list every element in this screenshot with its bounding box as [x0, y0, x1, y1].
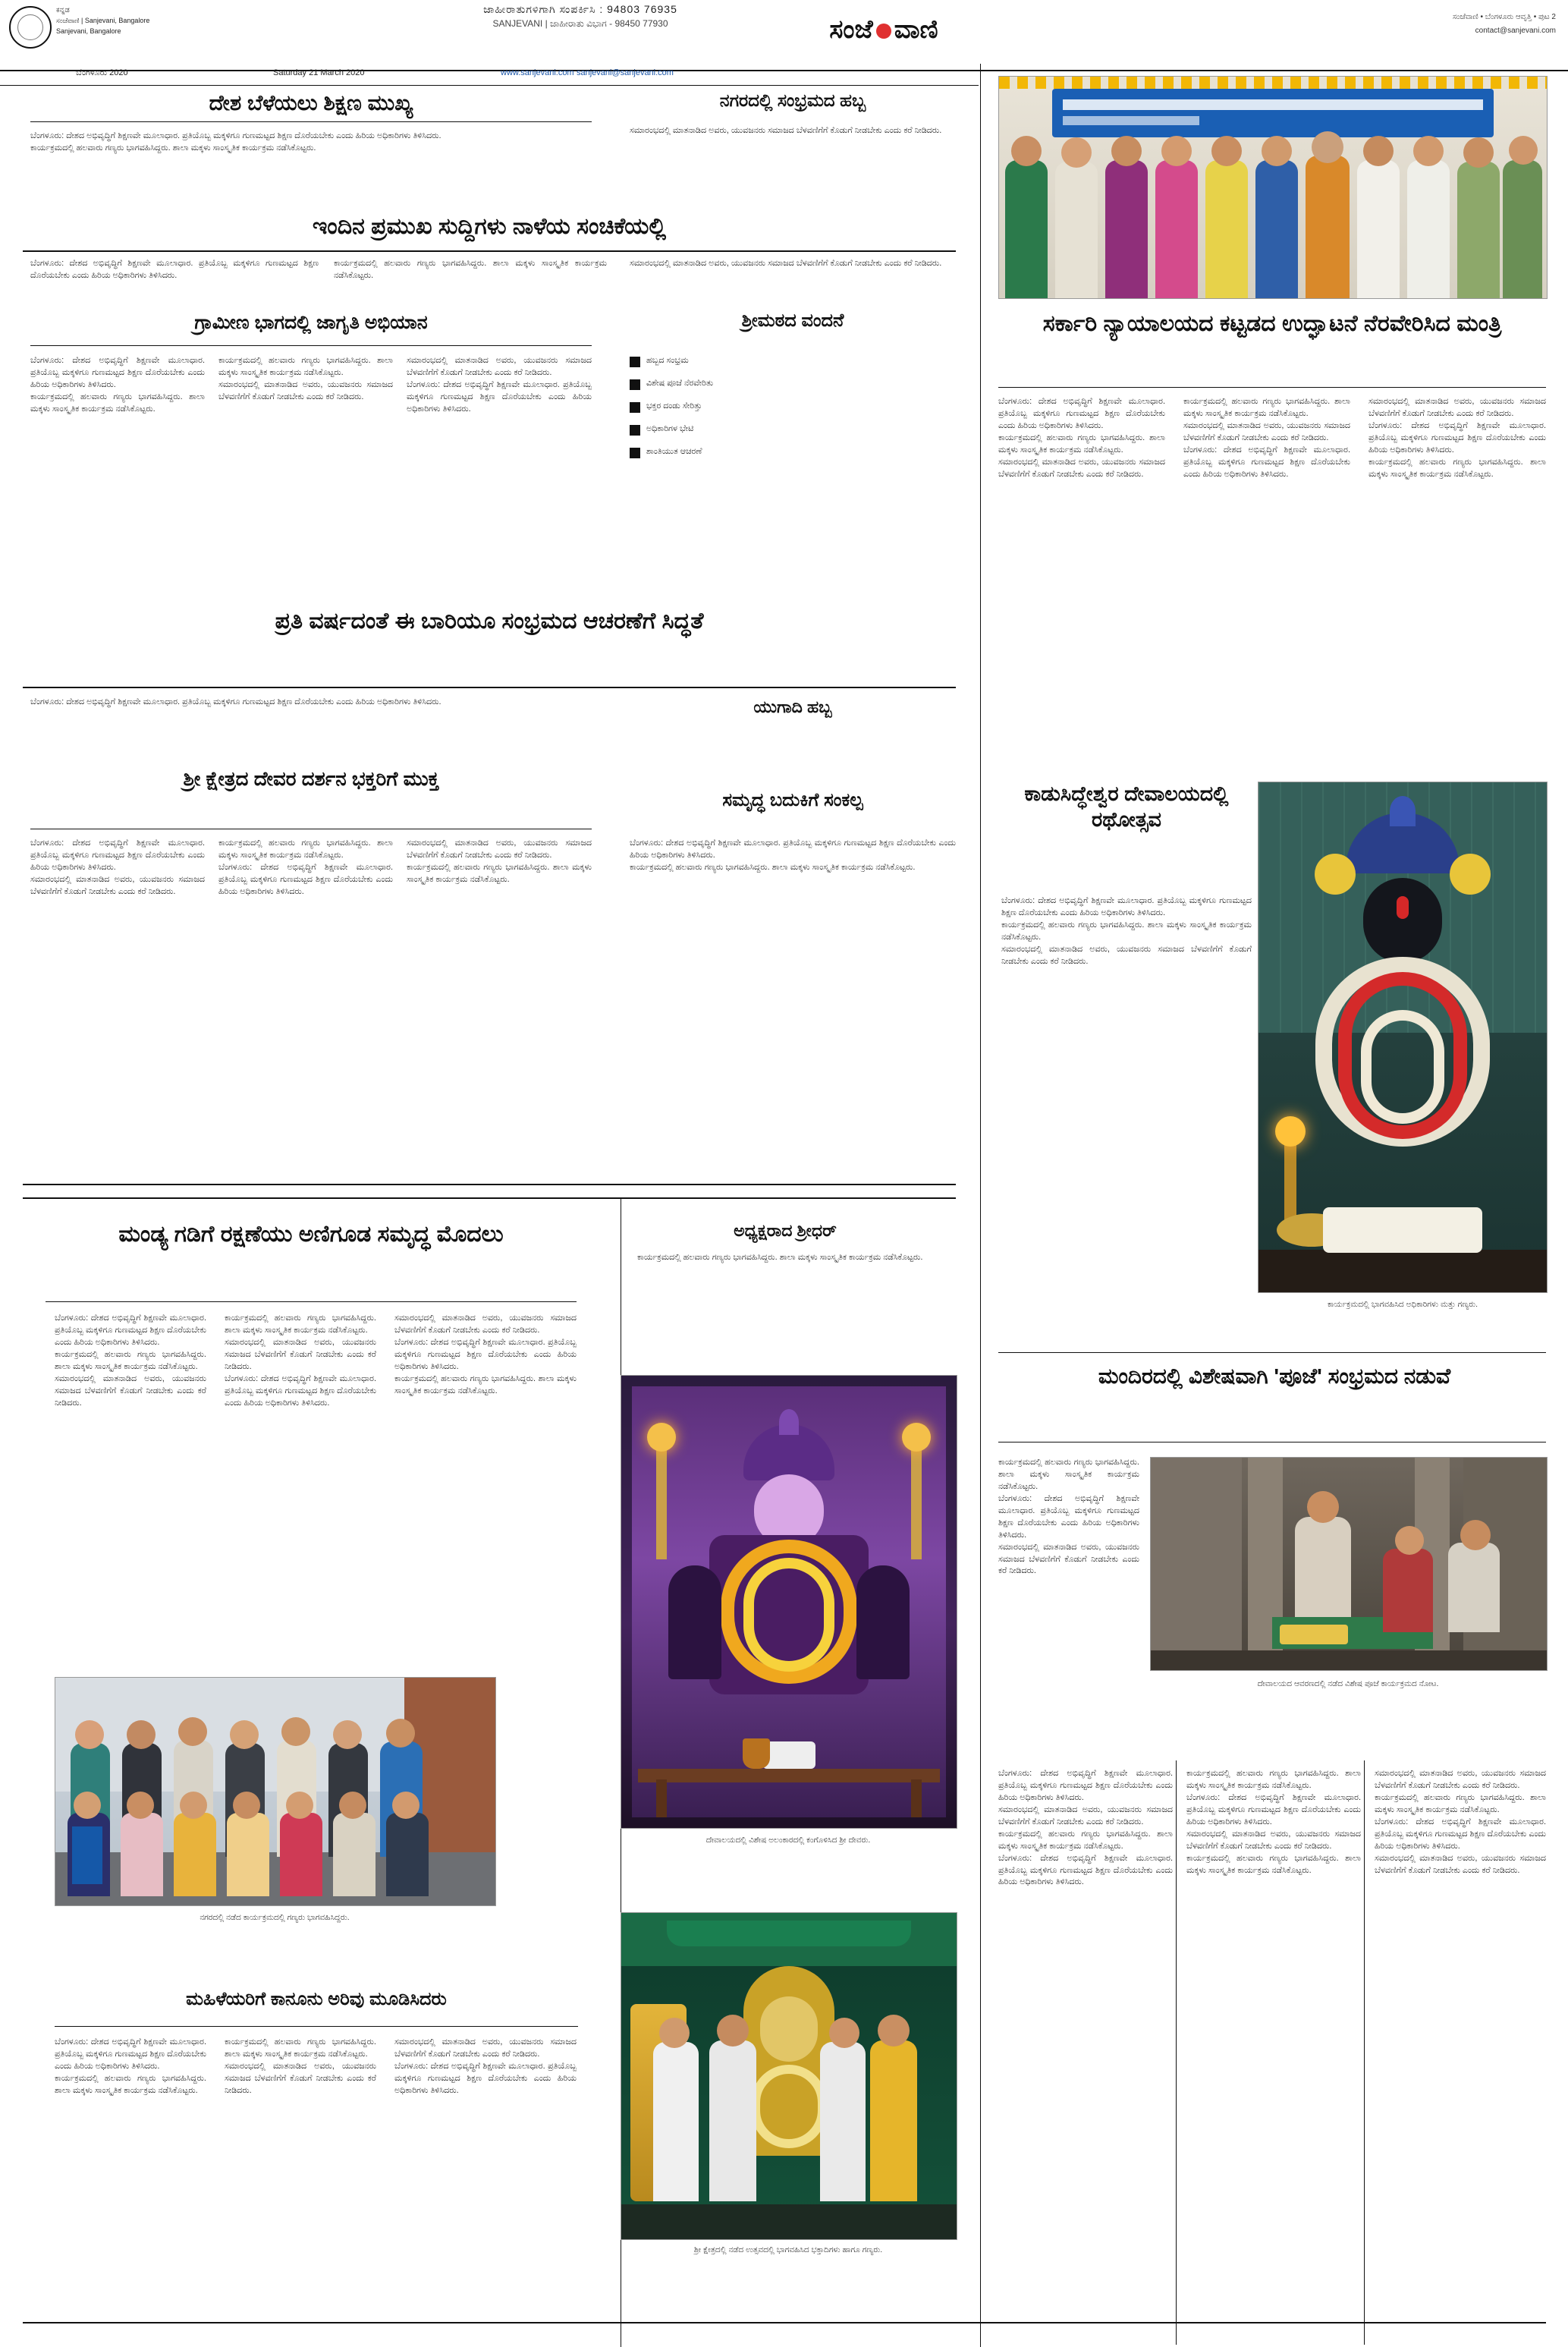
article-col-5: ಕಾರ್ಯಕ್ರಮದಲ್ಲಿ ಹಲವಾರು ಗಣ್ಯರು ಭಾಗವಹಿಸಿದ್ದರು. ಶಾಲಾ ಮಕ್ಕಳು ಸಾಂಸ್ಕೃತಿಕ ಕಾರ್ಯಕ್ರಮ ನಡೆಸಿಕೊಟ್ಟರು. ಬೆಂಗಳೂರು: ದೇಶದ ಅಭಿವೃದ್ಧಿಗೆ ಶಿಕ್ಷಣವೇ ಮೂಲಾಧಾರ. ಪ್ರತಿಯೊಬ್ಬ ಮಕ್ಕಳಿಗೂ ಗುಣಮಟ್ಟದ ಶಿಕ್ಷಣ ದೊರೆಯಬೇಕು ಎಂದು ಹಿರಿಯ ಅಧಿಕಾರಿಗಳು ತಿಳಿಸಿದರು. [218, 838, 393, 896]
masthead [0, 0, 1568, 71]
masthead-edition: ಸಂಜೆವಾಣಿ | Sanjevani, Bangalore [56, 17, 150, 24]
paper-logo-icon [9, 6, 52, 49]
rule-8 [46, 1301, 577, 1302]
headline-14: ಮಹಿಳೆಯರಿಗೆ ಕಾನೂನು ಅರಿವು ಮೂಡಿಸಿದರು [186, 1989, 447, 2009]
masthead-right-line-1: ಸಂಜೆವಾಣಿ • ಬೆಂಗಳೂರು ಆವೃತ್ತಿ • ಪುಟ 2 [1452, 13, 1556, 21]
photo-caption-5: ಶ್ರೀ ಕ್ಷೇತ್ರದಲ್ಲಿ ನಡೆದ ಉತ್ಸವದಲ್ಲಿ ಭಾಗವಹಿಸಿದ ಭಕ್ತಾದಿಗಳು ಹಾಗೂ ಗಣ್ಯರು. [693, 2245, 883, 2254]
rule-10 [998, 387, 1546, 388]
photo-caption-1: ನಗರದಲ್ಲಿ ನಡೆದ ಕಾರ್ಯಕ್ರಮದಲ್ಲಿ ಗಣ್ಯರು ಭಾಗವಹಿಸಿದ್ದರು. [200, 1913, 350, 1922]
square-bullet-icon [630, 402, 640, 413]
headline-17: ಕಾಡುಸಿದ್ಧೇಶ್ವರ ದೇವಾಲಯದಲ್ಲಿ ರಥೋತ್ಸವ [1024, 782, 1229, 831]
masthead-contact: ಜಾಹೀರಾತುಗಳಿಗಾಗಿ ಸಂಪರ್ಕಿಸಿ : 94803 76935 [483, 3, 677, 15]
right-col-2: ಕಾರ್ಯಕ್ರಮದಲ್ಲಿ ಹಲವಾರು ಗಣ್ಯರು ಭಾಗವಹಿಸಿದ್ದರು. ಶಾಲಾ ಮಕ್ಕಳು ಸಾಂಸ್ಕೃತಿಕ ಕಾರ್ಯಕ್ರಮ ನಡೆಸಿಕೊಟ್ಟರು. ಸಮಾರಂಭದಲ್ಲಿ ಮಾತನಾಡಿದ ಅವರು, ಯುವಜನರು ಸಮಾಜದ ಬೆಳವಣಿಗೆಗೆ ಕೊಡುಗೆ ನೀಡಬೇಕು ಎಂದು ಕರೆ ನೀಡಿದರು. ಬೆಂಗಳೂರು: ದೇಶದ ಅಭಿವೃದ್ಧಿಗೆ ಶಿಕ್ಷಣವೇ ಮೂಲಾಧಾರ. ಪ್ರತಿಯೊಬ್ಬ ಮಕ್ಕಳಿಗೂ ಗುಣಮಟ್ಟದ ಶಿಕ್ಷಣ ದೊರೆಯಬೇಕು ಎಂದು ಹಿರಿಯ ಅಧಿಕಾರಿಗಳು ತಿಳಿಸಿದರು. [1183, 397, 1350, 479]
masthead-contact-2: SANJEVANI | ಜಾಹೀರಾತು ವಿಭಾಗ - 98450 77930 [492, 18, 668, 29]
headline-7: ಪ್ರತಿ ವರ್ಷದಂತೆ ಈ ಬಾರಿಯೂ ಸಂಭ್ರಮದ ಆಚರಣೆಗೆ ಸಿದ್ಧತೆ [275, 609, 704, 634]
article-body-5: ಸಮಾರಂಭದಲ್ಲಿ ಮಾತನಾಡಿದ ಅವರು, ಯುವಜನರು ಸಮಾಜದ ಬೆಳವಣಿಗೆಗೆ ಕೊಡುಗೆ ನೀಡಬೇಕು ಎಂದು ಕರೆ ನೀಡಿದರು. [630, 259, 942, 268]
article-col-11: ಕಾರ್ಯಕ್ರಮದಲ್ಲಿ ಹಲವಾರು ಗಣ್ಯರು ಭಾಗವಹಿಸಿದ್ದರು. ಶಾಲಾ ಮಕ್ಕಳು ಸಾಂಸ್ಕೃತಿಕ ಕಾರ್ಯಕ್ರಮ ನಡೆಸಿಕೊಟ್ಟರು. [637, 1253, 923, 1262]
photo-idol-center [621, 1375, 957, 1829]
headline-6: ಶ್ರೀಮಠದ ವಂದನೆ [741, 310, 844, 331]
right-col-8: ಸಮಾರಂಭದಲ್ಲಿ ಮಾತನಾಡಿದ ಅವರು, ಯುವಜನರು ಸಮಾಜದ ಬೆಳವಣಿಗೆಗೆ ಕೊಡುಗೆ ನೀಡಬೇಕು ಎಂದು ಕರೆ ನೀಡಿದರು. ಕಾರ್ಯಕ್ರಮದಲ್ಲಿ ಹಲವಾರು ಗಣ್ಯರು ಭಾಗವಹಿಸಿದ್ದರು. ಶಾಲಾ ಮಕ್ಕಳು ಸಾಂಸ್ಕೃತಿಕ ಕಾರ್ಯಕ್ರಮ ನಡೆಸಿಕೊಟ್ಟರು. ಬೆಂಗಳೂರು: ದೇಶದ ಅಭಿವೃದ್ಧಿಗೆ ಶಿಕ್ಷಣವೇ ಮೂಲಾಧಾರ. ಪ್ರತಿಯೊಬ್ಬ ಮಕ್ಕಳಿಗೂ ಗುಣಮಟ್ಟದ ಶಿಕ್ಷಣ ದೊರೆಯಬೇಕು ಎಂದು ಹಿರಿಯ ಅಧಿಕಾರಿಗಳು ತಿಳಿಸಿದರು. ಸಮಾರಂಭದಲ್ಲಿ ಮಾತನಾಡಿದ ಅವರು, ಯುವಜನರು ಸಮಾಜದ ಬೆಳವಣಿಗೆಗೆ ಕೊಡುಗೆ ನೀಡಬೇಕು ಎಂದು ಕರೆ ನೀಡಿದರು. [1375, 1769, 1546, 1875]
rule-9 [55, 2026, 578, 2027]
article-body-3: ಬೆಂಗಳೂರು: ದೇಶದ ಅಭಿವೃದ್ಧಿಗೆ ಶಿಕ್ಷಣವೇ ಮೂಲಾಧಾರ. ಪ್ರತಿಯೊಬ್ಬ ಮಕ್ಕಳಿಗೂ ಗುಣಮಟ್ಟದ ಶಿಕ್ಷಣ ದೊರೆಯಬೇಕು ಎಂದು ಹಿರಿಯ ಅಧಿಕಾರಿಗಳು ತಿಳಿಸಿದರು. [30, 259, 319, 280]
rule-7 [23, 1197, 956, 1199]
masthead-link-1[interactable]: ಕನ್ನಡ [56, 6, 70, 14]
square-bullet-icon [630, 425, 640, 436]
bullet-item: ಶಾಂತಿಯುತ ಆಚರಣೆ [630, 446, 956, 458]
article-col-4: ಬೆಂಗಳೂರು: ದೇಶದ ಅಭಿವೃದ್ಧಿಗೆ ಶಿಕ್ಷಣವೇ ಮೂಲಾಧಾರ. ಪ್ರತಿಯೊಬ್ಬ ಮಕ್ಕಳಿಗೂ ಗುಣಮಟ್ಟದ ಶಿಕ್ಷಣ ದೊರೆಯಬೇಕು ಎಂದು ಹಿರಿಯ ಅಧಿಕಾರಿಗಳು ತಿಳಿಸಿದರು. ಸಮಾರಂಭದಲ್ಲಿ ಮಾತನಾಡಿದ ಅವರು, ಯುವಜನರು ಸಮಾಜದ ಬೆಳವಣಿಗೆಗೆ ಕೊಡುಗೆ ನೀಡಬೇಕು ಎಂದು ಕರೆ ನೀಡಿದರು. [30, 838, 205, 896]
website-link[interactable]: www.sanjevani.com [501, 68, 574, 77]
date-strip [0, 64, 979, 86]
logo-dot-icon [876, 24, 891, 39]
date-center: Saturday 21 March 2020 [273, 68, 365, 77]
rule-11 [998, 1352, 1546, 1353]
rule-bottom [23, 2322, 1546, 2323]
square-bullet-icon [630, 379, 640, 390]
photo-group-idol [621, 1912, 957, 2240]
right-col-5: ಕಾರ್ಯಕ್ರಮದಲ್ಲಿ ಹಲವಾರು ಗಣ್ಯರು ಭಾಗವಹಿಸಿದ್ದರು. ಶಾಲಾ ಮಕ್ಕಳು ಸಾಂಸ್ಕೃತಿಕ ಕಾರ್ಯಕ್ರಮ ನಡೆಸಿಕೊಟ್ಟರು. ಬೆಂಗಳೂರು: ದೇಶದ ಅಭಿವೃದ್ಧಿಗೆ ಶಿಕ್ಷಣವೇ ಮೂಲಾಧಾರ. ಪ್ರತಿಯೊಬ್ಬ ಮಕ್ಕಳಿಗೂ ಗುಣಮಟ್ಟದ ಶಿಕ್ಷಣ ದೊರೆಯಬೇಕು ಎಂದು ಹಿರಿಯ ಅಧಿಕಾರಿಗಳು ತಿಳಿಸಿದರು. ಸಮಾರಂಭದಲ್ಲಿ ಮಾತನಾಡಿದ ಅವರು, ಯುವಜನರು ಸಮಾಜದ ಬೆಳವಣಿಗೆಗೆ ಕೊಡುಗೆ ನೀಡಬೇಕು ಎಂದು ಕರೆ ನೀಡಿದರು. [998, 1458, 1139, 1576]
title-part-1: ಸಂಜೆ [829, 15, 873, 44]
headline-18: ಮಂದಿರದಲ್ಲಿ ವಿಶೇಷವಾಗಿ 'ಪೂಜೆ' ಸಂಭ್ರಮದ ನಡುವೆ [1098, 1364, 1451, 1388]
article-body-6: ಬೆಂಗಳೂರು: ದೇಶದ ಅಭಿವೃದ್ಧಿಗೆ ಶಿಕ್ಷಣವೇ ಮೂಲಾಧಾರ. ಪ್ರತಿಯೊಬ್ಬ ಮಕ್ಕಳಿಗೂ ಗುಣಮಟ್ಟದ ಶಿಕ್ಷಣ ದೊರೆಯಬೇಕು ಎಂದು ಹಿರಿಯ ಅಧಿಕಾರಿಗಳು ತಿಳಿಸಿದರು. [30, 697, 441, 706]
article-col-14: ಸಮಾರಂಭದಲ್ಲಿ ಮಾತನಾಡಿದ ಅವರು, ಯುವಜನರು ಸಮಾಜದ ಬೆಳವಣಿಗೆಗೆ ಕೊಡುಗೆ ನೀಡಬೇಕು ಎಂದು ಕರೆ ನೀಡಿದರು. ಬೆಂಗಳೂರು: ದೇಶದ ಅಭಿವೃದ್ಧಿಗೆ ಶಿಕ್ಷಣವೇ ಮೂಲಾಧಾರ. ಪ್ರತಿಯೊಬ್ಬ ಮಕ್ಕಳಿಗೂ ಗುಣಮಟ್ಟದ ಶಿಕ್ಷಣ ದೊರೆಯಬೇಕು ಎಂದು ಹಿರಿಯ ಅಧಿಕಾರಿಗಳು ತಿಳಿಸಿದರು. [394, 2037, 577, 2095]
article-col-8: ಬೆಂಗಳೂರು: ದೇಶದ ಅಭಿವೃದ್ಧಿಗೆ ಶಿಕ್ಷಣವೇ ಮೂಲಾಧಾರ. ಪ್ರತಿಯೊಬ್ಬ ಮಕ್ಕಳಿಗೂ ಗುಣಮಟ್ಟದ ಶಿಕ್ಷಣ ದೊರೆಯಬೇಕು ಎಂದು ಹಿರಿಯ ಅಧಿಕಾರಿಗಳು ತಿಳಿಸಿದರು. ಕಾರ್ಯಕ್ರಮದಲ್ಲಿ ಹಲವಾರು ಗಣ್ಯರು ಭಾಗವಹಿಸಿದ್ದರು. ಶಾಲಾ ಮಕ್ಕಳು ಸಾಂಸ್ಕೃತಿಕ ಕಾರ್ಯಕ್ರಮ ನಡೆಸಿಕೊಟ್ಟರು. ಸಮಾರಂಭದಲ್ಲಿ ಮಾತನಾಡಿದ ಅವರು, ಯುವಜನರು ಸಮಾಜದ ಬೆಳವಣಿಗೆಗೆ ಕೊಡುಗೆ ನೀಡಬೇಕು ಎಂದು ಕರೆ ನೀಡಿದರು. [55, 1314, 206, 1408]
article-body-1: ಬೆಂಗಳೂರು: ದೇಶದ ಅಭಿವೃದ್ಧಿಗೆ ಶಿಕ್ಷಣವೇ ಮೂಲಾಧಾರ. ಪ್ರತಿಯೊಬ್ಬ ಮಕ್ಕಳಿಗೂ ಗುಣಮಟ್ಟದ ಶಿಕ್ಷಣ ದೊರೆಯಬೇಕು ಎಂದು ಹಿರಿಯ ಅಧಿಕಾರಿಗಳು ತಿಳಿಸಿದರು. ಕಾರ್ಯಕ್ರಮದಲ್ಲಿ ಹಲವಾರು ಗಣ್ಯರು ಭಾಗವಹಿಸಿದ್ದರು. ಶಾಲಾ ಮಕ್ಕಳು ಸಾಂಸ್ಕೃತಿಕ ಕಾರ್ಯಕ್ರಮ ನಡೆಸಿಕೊಟ್ಟರು. [30, 131, 441, 153]
masthead-left-links [56, 5, 149, 36]
headline-16: ಸರ್ಕಾರಿ ನ್ಯಾಯಾಲಯದ ಕಟ್ಟಡದ ಉದ್ಘಾಟನೆ ನೆರವೇರಿಸಿದ ಮಂತ್ರಿ [1042, 311, 1502, 336]
title-part-2: ವಾಣಿ [894, 15, 938, 44]
right-col-1: ಬೆಂಗಳೂರು: ದೇಶದ ಅಭಿವೃದ್ಧಿಗೆ ಶಿಕ್ಷಣವೇ ಮೂಲಾಧಾರ. ಪ್ರತಿಯೊಬ್ಬ ಮಕ್ಕಳಿಗೂ ಗುಣಮಟ್ಟದ ಶಿಕ್ಷಣ ದೊರೆಯಬೇಕು ಎಂದು ಹಿರಿಯ ಅಧಿಕಾರಿಗಳು ತಿಳಿಸಿದರು. ಕಾರ್ಯಕ್ರಮದಲ್ಲಿ ಹಲವಾರು ಗಣ್ಯರು ಭಾಗವಹಿಸಿದ್ದರು. ಶಾಲಾ ಮಕ್ಕಳು ಸಾಂಸ್ಕೃತಿಕ ಕಾರ್ಯಕ್ರಮ ನಡೆಸಿಕೊಟ್ಟರು. ಸಮಾರಂಭದಲ್ಲಿ ಮಾತನಾಡಿದ ಅವರು, ಯುವಜನರು ಸಮಾಜದ ಬೆಳವಣಿಗೆಗೆ ಕೊಡುಗೆ ನೀಡಬೇಕು ಎಂದು ಕರೆ ನೀಡಿದರು. [998, 397, 1165, 479]
article-col-13: ಕಾರ್ಯಕ್ರಮದಲ್ಲಿ ಹಲವಾರು ಗಣ್ಯರು ಭಾಗವಹಿಸಿದ್ದರು. ಶಾಲಾ ಮಕ್ಕಳು ಸಾಂಸ್ಕೃತಿಕ ಕಾರ್ಯಕ್ರಮ ನಡೆಸಿಕೊಟ್ಟರು. ಸಮಾರಂಭದಲ್ಲಿ ಮಾತನಾಡಿದ ಅವರು, ಯುವಜನರು ಸಮಾಜದ ಬೆಳವಣಿಗೆಗೆ ಕೊಡುಗೆ ನೀಡಬೇಕು ಎಂದು ಕರೆ ನೀಡಿದರು. [225, 2037, 376, 2095]
headline-1: ದೇಶ ಬೆಳೆಯಲು ಶಿಕ್ಷಣ ಮುಖ್ಯ [209, 91, 413, 115]
headline-12: ಸಮೃದ್ಧ ಬದುಕಿಗೆ ಸಂಕಲ್ಪ [722, 790, 863, 810]
bullet-item: ಹಬ್ಬದ ಸಂಭ್ರಮ [630, 355, 956, 367]
bullet-item: ಅಧಿಕಾರಿಗಳ ಭೇಟಿ [630, 423, 956, 436]
article-col-1: ಬೆಂಗಳೂರು: ದೇಶದ ಅಭಿವೃದ್ಧಿಗೆ ಶಿಕ್ಷಣವೇ ಮೂಲಾಧಾರ. ಪ್ರತಿಯೊಬ್ಬ ಮಕ್ಕಳಿಗೂ ಗುಣಮಟ್ಟದ ಶಿಕ್ಷಣ ದೊರೆಯಬೇಕು ಎಂದು ಹಿರಿಯ ಅಧಿಕಾರಿಗಳು ತಿಳಿಸಿದರು. ಕಾರ್ಯಕ್ರಮದಲ್ಲಿ ಹಲವಾರು ಗಣ್ಯರು ಭಾಗವಹಿಸಿದ್ದರು. ಶಾಲಾ ಮಕ್ಕಳು ಸಾಂಸ್ಕೃತಿಕ ಕಾರ್ಯಕ್ರಮ ನಡೆಸಿಕೊಟ್ಟರು. [30, 356, 205, 414]
headline-2: ನಗರದಲ್ಲಿ ಸಂಭ್ರಮದ ಹಬ್ಬ [719, 90, 866, 110]
bullet-list [630, 355, 956, 458]
photo-group-left [55, 1677, 496, 1906]
rule-1 [30, 121, 592, 122]
headline-10: ಶ್ರೀ ಕ್ಷೇತ್ರದ ದೇವರ ದರ್ಶನ ಭಕ್ತರಿಗೆ ಮುಕ್ತ [183, 767, 439, 790]
masthead-right [1453, 11, 1556, 38]
date-left: ಬೆಂಗಳೂರು 2020 [76, 68, 128, 77]
photo-stage-group [998, 76, 1548, 299]
rule-4 [23, 687, 956, 688]
right-col-3: ಸಮಾರಂಭದಲ್ಲಿ ಮಾತನಾಡಿದ ಅವರು, ಯುವಜನರು ಸಮಾಜದ ಬೆಳವಣಿಗೆಗೆ ಕೊಡುಗೆ ನೀಡಬೇಕು ಎಂದು ಕರೆ ನೀಡಿದರು. ಬೆಂಗಳೂರು: ದೇಶದ ಅಭಿವೃದ್ಧಿಗೆ ಶಿಕ್ಷಣವೇ ಮೂಲಾಧಾರ. ಪ್ರತಿಯೊಬ್ಬ ಮಕ್ಕಳಿಗೂ ಗುಣಮಟ್ಟದ ಶಿಕ್ಷಣ ದೊರೆಯಬೇಕು ಎಂದು ಹಿರಿಯ ಅಧಿಕಾರಿಗಳು ತಿಳಿಸಿದರು. ಕಾರ್ಯಕ್ರಮದಲ್ಲಿ ಹಲವಾರು ಗಣ್ಯರು ಭಾಗವಹಿಸಿದ್ದರು. ಶಾಲಾ ಮಕ್ಕಳು ಸಾಂಸ್ಕೃತಿಕ ಕಾರ್ಯಕ್ರಮ ನಡೆಸಿಕೊಟ್ಟರು. [1368, 397, 1546, 479]
rule-2 [23, 250, 956, 252]
square-bullet-icon [630, 448, 640, 458]
column-divider-main [980, 64, 981, 2347]
page-title [774, 15, 994, 45]
article-body-2: ಸಮಾರಂಭದಲ್ಲಿ ಮಾತನಾಡಿದ ಅವರು, ಯುವಜನರು ಸಮಾಜದ ಬೆಳವಣಿಗೆಗೆ ಕೊಡುಗೆ ನೀಡಬೇಕು ಎಂದು ಕರೆ ನೀಡಿದರು. [630, 126, 942, 135]
masthead-edition-2: Sanjevani, Bangalore [56, 27, 121, 35]
column-divider-right-1 [1176, 1760, 1177, 2345]
article-col-2: ಕಾರ್ಯಕ್ರಮದಲ್ಲಿ ಹಲವಾರು ಗಣ್ಯರು ಭಾಗವಹಿಸಿದ್ದರು. ಶಾಲಾ ಮಕ್ಕಳು ಸಾಂಸ್ಕೃತಿಕ ಕಾರ್ಯಕ್ರಮ ನಡೆಸಿಕೊಟ್ಟರು. ಸಮಾರಂಭದಲ್ಲಿ ಮಾತನಾಡಿದ ಅವರು, ಯುವಜನರು ಸಮಾಜದ ಬೆಳವಣಿಗೆಗೆ ಕೊಡುಗೆ ನೀಡಬೇಕು ಎಂದು ಕರೆ ನೀಡಿದರು. [218, 356, 393, 401]
article-col-9: ಕಾರ್ಯಕ್ರಮದಲ್ಲಿ ಹಲವಾರು ಗಣ್ಯರು ಭಾಗವಹಿಸಿದ್ದರು. ಶಾಲಾ ಮಕ್ಕಳು ಸಾಂಸ್ಕೃತಿಕ ಕಾರ್ಯಕ್ರಮ ನಡೆಸಿಕೊಟ್ಟರು. ಸಮಾರಂಭದಲ್ಲಿ ಮಾತನಾಡಿದ ಅವರು, ಯುವಜನರು ಸಮಾಜದ ಬೆಳವಣಿಗೆಗೆ ಕೊಡುಗೆ ನೀಡಬೇಕು ಎಂದು ಕರೆ ನೀಡಿದರು. ಬೆಂಗಳೂರು: ದೇಶದ ಅಭಿವೃದ್ಧಿಗೆ ಶಿಕ್ಷಣವೇ ಮೂಲಾಧಾರ. ಪ್ರತಿಯೊಬ್ಬ ಮಕ್ಕಳಿಗೂ ಗುಣಮಟ್ಟದ ಶಿಕ್ಷಣ ದೊರೆಯಬೇಕು ಎಂದು ಹಿರಿಯ ಅಧಿಕಾರಿಗಳು ತಿಳಿಸಿದರು. [225, 1314, 376, 1408]
headline-5: ಗ್ರಾಮೀಣ ಭಾಗದಲ್ಲಿ ಜಾಗೃತಿ ಅಭಿಯಾನ [194, 312, 428, 333]
article-col-3: ಸಮಾರಂಭದಲ್ಲಿ ಮಾತನಾಡಿದ ಅವರು, ಯುವಜನರು ಸಮಾಜದ ಬೆಳವಣಿಗೆಗೆ ಕೊಡುಗೆ ನೀಡಬೇಕು ಎಂದು ಕರೆ ನೀಡಿದರು. ಬೆಂಗಳೂರು: ದೇಶದ ಅಭಿವೃದ್ಧಿಗೆ ಶಿಕ್ಷಣವೇ ಮೂಲಾಧಾರ. ಪ್ರತಿಯೊಬ್ಬ ಮಕ್ಕಳಿಗೂ ಗುಣಮಟ್ಟದ ಶಿಕ್ಷಣ ದೊರೆಯಬೇಕು ಎಂದು ಹಿರಿಯ ಅಧಿಕಾರಿಗಳು ತಿಳಿಸಿದರು. [407, 356, 592, 414]
square-bullet-icon [630, 357, 640, 367]
headline-15: ಅಧ್ಯಕ್ಷರಾದ ಶ್ರೀಧರ್ [734, 1221, 837, 1240]
article-col-10: ಸಮಾರಂಭದಲ್ಲಿ ಮಾತನಾಡಿದ ಅವರು, ಯುವಜನರು ಸಮಾಜದ ಬೆಳವಣಿಗೆಗೆ ಕೊಡುಗೆ ನೀಡಬೇಕು ಎಂದು ಕರೆ ನೀಡಿದರು. ಬೆಂಗಳೂರು: ದೇಶದ ಅಭಿವೃದ್ಧಿಗೆ ಶಿಕ್ಷಣವೇ ಮೂಲಾಧಾರ. ಪ್ರತಿಯೊಬ್ಬ ಮಕ್ಕಳಿಗೂ ಗುಣಮಟ್ಟದ ಶಿಕ್ಷಣ ದೊರೆಯಬೇಕು ಎಂದು ಹಿರಿಯ ಅಧಿಕಾರಿಗಳು ತಿಳಿಸಿದರು. ಕಾರ್ಯಕ್ರಮದಲ್ಲಿ ಹಲವಾರು ಗಣ್ಯರು ಭಾಗವಹಿಸಿದ್ದರು. ಶಾಲಾ ಮಕ್ಕಳು ಸಾಂಸ್ಕೃತಿಕ ಕಾರ್ಯಕ್ರಮ ನಡೆಸಿಕೊಟ್ಟರು. [394, 1314, 577, 1395]
rule-6 [23, 1184, 956, 1185]
headline-3: ಇಂದಿನ ಪ್ರಮುಖ ಸುದ್ದಿಗಳು ನಾಳೆಯ ಸಂಚಿಕೆಯಲ್ಲಿ [312, 214, 667, 239]
right-col-4: ಬೆಂಗಳೂರು: ದೇಶದ ಅಭಿವೃದ್ಧಿಗೆ ಶಿಕ್ಷಣವೇ ಮೂಲಾಧಾರ. ಪ್ರತಿಯೊಬ್ಬ ಮಕ್ಕಳಿಗೂ ಗುಣಮಟ್ಟದ ಶಿಕ್ಷಣ ದೊರೆಯಬೇಕು ಎಂದು ಹಿರಿಯ ಅಧಿಕಾರಿಗಳು ತಿಳಿಸಿದರು. ಕಾರ್ಯಕ್ರಮದಲ್ಲಿ ಹಲವಾರು ಗಣ್ಯರು ಭಾಗವಹಿಸಿದ್ದರು. ಶಾಲಾ ಮಕ್ಕಳು ಸಾಂಸ್ಕೃತಿಕ ಕಾರ್ಯಕ್ರಮ ನಡೆಸಿಕೊಟ್ಟರು. ಸಮಾರಂಭದಲ್ಲಿ ಮಾತನಾಡಿದ ಅವರು, ಯುವಜನರು ಸಮಾಜದ ಬೆಳವಣಿಗೆಗೆ ಕೊಡುಗೆ ನೀಡಬೇಕು ಎಂದು ಕರೆ ನೀಡಿದರು. [1001, 896, 1252, 966]
headline-13: ಮಂಡ್ಯ ಗಡಿಗೆ ರಕ್ಷಣೆಯು ಅಣಿಗೂಡ ಸಮೃದ್ಧ ಮೊದಲು [118, 1222, 504, 1247]
article-col-12: ಬೆಂಗಳೂರು: ದೇಶದ ಅಭಿವೃದ್ಧಿಗೆ ಶಿಕ್ಷಣವೇ ಮೂಲಾಧಾರ. ಪ್ರತಿಯೊಬ್ಬ ಮಕ್ಕಳಿಗೂ ಗುಣಮಟ್ಟದ ಶಿಕ್ಷಣ ದೊರೆಯಬೇಕು ಎಂದು ಹಿರಿಯ ಅಧಿಕಾರಿಗಳು ತಿಳಿಸಿದರು. ಕಾರ್ಯಕ್ರಮದಲ್ಲಿ ಹಲವಾರು ಗಣ್ಯರು ಭಾಗವಹಿಸಿದ್ದರು. ಶಾಲಾ ಮಕ್ಕಳು ಸಾಂಸ್ಕೃತಿಕ ಕಾರ್ಯಕ್ರಮ ನಡೆಸಿಕೊಟ್ಟರು. [55, 2037, 206, 2095]
photo-temple-ritual [1150, 1457, 1548, 1671]
article-col-6: ಸಮಾರಂಭದಲ್ಲಿ ಮಾತನಾಡಿದ ಅವರು, ಯುವಜನರು ಸಮಾಜದ ಬೆಳವಣಿಗೆಗೆ ಕೊಡುಗೆ ನೀಡಬೇಕು ಎಂದು ಕರೆ ನೀಡಿದರು. ಕಾರ್ಯಕ್ರಮದಲ್ಲಿ ಹಲವಾರು ಗಣ್ಯರು ಭಾಗವಹಿಸಿದ್ದರು. ಶಾಲಾ ಮಕ್ಕಳು ಸಾಂಸ್ಕೃತಿಕ ಕಾರ್ಯಕ್ರಮ ನಡೆಸಿಕೊಟ್ಟರು. [407, 838, 592, 884]
photo-caption-2: ದೇವಾಲಯದಲ್ಲಿ ವಿಶೇಷ ಅಲಂಕಾರದಲ್ಲಿ ಕಂಗೊಳಿಸಿದ ಶ್ರೀ ದೇವರು. [705, 1836, 871, 1845]
rule-3 [30, 345, 592, 346]
article-body-4: ಕಾರ್ಯಕ್ರಮದಲ್ಲಿ ಹಲವಾರು ಗಣ್ಯರು ಭಾಗವಹಿಸಿದ್ದರು. ಶಾಲಾ ಮಕ್ಕಳು ಸಾಂಸ್ಕೃತಿಕ ಕಾರ್ಯಕ್ರಮ ನಡೆಸಿಕೊಟ್ಟರು. [334, 259, 607, 280]
article-col-7: ಬೆಂಗಳೂರು: ದೇಶದ ಅಭಿವೃದ್ಧಿಗೆ ಶಿಕ್ಷಣವೇ ಮೂಲಾಧಾರ. ಪ್ರತಿಯೊಬ್ಬ ಮಕ್ಕಳಿಗೂ ಗುಣಮಟ್ಟದ ಶಿಕ್ಷಣ ದೊರೆಯಬೇಕು ಎಂದು ಹಿರಿಯ ಅಧಿಕಾರಿಗಳು ತಿಳಿಸಿದರು. ಕಾರ್ಯಕ್ರಮದಲ್ಲಿ ಹಲವಾರು ಗಣ್ಯರು ಭಾಗವಹಿಸಿದ್ದರು. ಶಾಲಾ ಮಕ್ಕಳು ಸಾಂಸ್ಕೃತಿಕ ಕಾರ್ಯಕ್ರಮ ನಡೆಸಿಕೊಟ್ಟರು. [630, 838, 956, 872]
photo-caption-4: ದೇವಾಲಯದ ಆವರಣದಲ್ಲಿ ನಡೆದ ವಿಶೇಷ ಪೂಜೆ ಕಾರ್ಯಕ್ರಮದ ನೋಟ. [1257, 1679, 1439, 1688]
email-link[interactable]: sanjevani@sanjevani.com [577, 68, 674, 77]
photo-caption-3: ಕಾರ್ಯಕ್ರಮದಲ್ಲಿ ಭಾಗವಹಿಸಿದ ಅಧಿಕಾರಿಗಳು ಮತ್ತು ಗಣ್ಯರು. [1327, 1300, 1478, 1309]
right-col-7: ಕಾರ್ಯಕ್ರಮದಲ್ಲಿ ಹಲವಾರು ಗಣ್ಯರು ಭಾಗವಹಿಸಿದ್ದರು. ಶಾಲಾ ಮಕ್ಕಳು ಸಾಂಸ್ಕೃತಿಕ ಕಾರ್ಯಕ್ರಮ ನಡೆಸಿಕೊಟ್ಟರು. ಬೆಂಗಳೂರು: ದೇಶದ ಅಭಿವೃದ್ಧಿಗೆ ಶಿಕ್ಷಣವೇ ಮೂಲಾಧಾರ. ಪ್ರತಿಯೊಬ್ಬ ಮಕ್ಕಳಿಗೂ ಗುಣಮಟ್ಟದ ಶಿಕ್ಷಣ ದೊರೆಯಬೇಕು ಎಂದು ಹಿರಿಯ ಅಧಿಕಾರಿಗಳು ತಿಳಿಸಿದರು. ಸಮಾರಂಭದಲ್ಲಿ ಮಾತನಾಡಿದ ಅವರು, ಯುವಜನರು ಸಮಾಜದ ಬೆಳವಣಿಗೆಗೆ ಕೊಡುಗೆ ನೀಡಬೇಕು ಎಂದು ಕರೆ ನೀಡಿದರು. ಕಾರ್ಯಕ್ರಮದಲ್ಲಿ ಹಲವಾರು ಗಣ್ಯರು ಭಾಗವಹಿಸಿದ್ದರು. ಶಾಲಾ ಮಕ್ಕಳು ಸಾಂಸ್ಕೃತಿಕ ಕಾರ್ಯಕ್ರಮ ನಡೆಸಿಕೊಟ್ಟರು. [1186, 1769, 1361, 1875]
bullet-item: ಭಕ್ತರ ದಂಡು ಸೇರಿತ್ತು [630, 401, 956, 413]
masthead-right-line-2[interactable]: contact@sanjevani.com [1475, 27, 1556, 35]
right-col-6: ಬೆಂಗಳೂರು: ದೇಶದ ಅಭಿವೃದ್ಧಿಗೆ ಶಿಕ್ಷಣವೇ ಮೂಲಾಧಾರ. ಪ್ರತಿಯೊಬ್ಬ ಮಕ್ಕಳಿಗೂ ಗುಣಮಟ್ಟದ ಶಿಕ್ಷಣ ದೊರೆಯಬೇಕು ಎಂದು ಹಿರಿಯ ಅಧಿಕಾರಿಗಳು ತಿಳಿಸಿದರು. ಸಮಾರಂಭದಲ್ಲಿ ಮಾತನಾಡಿದ ಅವರು, ಯುವಜನರು ಸಮಾಜದ ಬೆಳವಣಿಗೆಗೆ ಕೊಡುಗೆ ನೀಡಬೇಕು ಎಂದು ಕರೆ ನೀಡಿದರು. ಕಾರ್ಯಕ್ರಮದಲ್ಲಿ ಹಲವಾರು ಗಣ್ಯರು ಭಾಗವಹಿಸಿದ್ದರು. ಶಾಲಾ ಮಕ್ಕಳು ಸಾಂಸ್ಕೃತಿಕ ಕಾರ್ಯಕ್ರಮ ನಡೆಸಿಕೊಟ್ಟರು. ಬೆಂಗಳೂರು: ದೇಶದ ಅಭಿವೃದ್ಧಿಗೆ ಶಿಕ್ಷಣವೇ ಮೂಲಾಧಾರ. ಪ್ರತಿಯೊಬ್ಬ ಮಕ್ಕಳಿಗೂ ಗುಣಮಟ್ಟದ ಶಿಕ್ಷಣ ದೊರೆಯಬೇಕು ಎಂದು ಹಿರಿಯ ಅಧಿಕಾರಿಗಳು ತಿಳಿಸಿದರು. [998, 1769, 1173, 1887]
bullet-item: ವಿಶೇಷ ಪೂಜೆ ನೆರವೇರಿತು [630, 378, 956, 390]
column-divider-right-2 [1364, 1760, 1365, 2345]
photo-deity-right [1258, 782, 1548, 1293]
headline-8: ಯುಗಾದಿ ಹಬ್ಬ [753, 697, 832, 716]
